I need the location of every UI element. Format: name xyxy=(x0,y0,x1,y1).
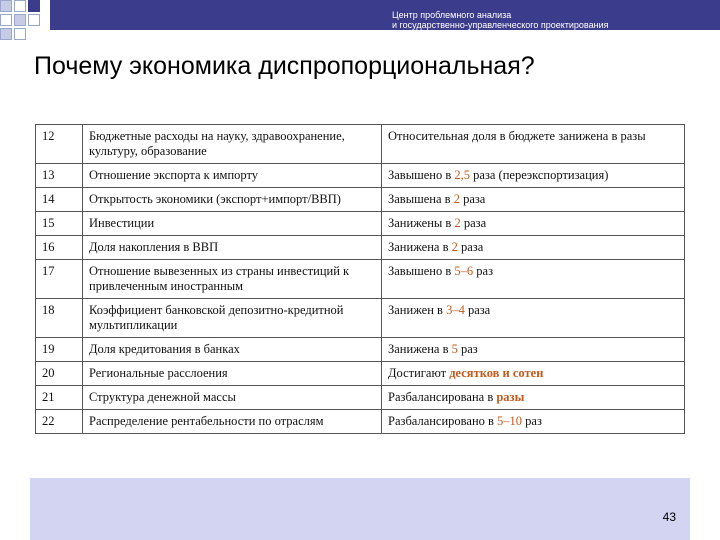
deviation-status xyxy=(382,260,685,299)
deviation-status xyxy=(382,338,685,362)
table-row xyxy=(36,188,685,212)
row-number: 18 xyxy=(36,299,83,338)
deviation-status xyxy=(382,362,685,386)
header-bar xyxy=(50,0,720,30)
indicator-name: Отношение вывезенных из страны инвестиций к привлеченным иностранным xyxy=(83,260,382,299)
deviation-status xyxy=(382,212,685,236)
table-row xyxy=(36,338,685,362)
status-text: Занижен в xyxy=(388,303,447,317)
deviation-status xyxy=(382,164,685,188)
table-row xyxy=(36,362,685,386)
deviation-status xyxy=(382,299,685,338)
status-value: разы xyxy=(496,390,525,404)
status-text: Занижены в xyxy=(388,216,455,230)
status-text: Достигают xyxy=(388,366,450,380)
deviation-status xyxy=(382,386,685,410)
status-value: 2 xyxy=(453,192,460,206)
status-value: 5–6 xyxy=(454,264,474,278)
status-text: Завышена в xyxy=(388,192,454,206)
status-text: Разбалансирована в xyxy=(388,390,497,404)
indicator-name: Бюджетные расходы на науку, здравоохранение, культуру, образование xyxy=(83,125,382,164)
header-organization xyxy=(392,10,609,30)
row-number: 12 xyxy=(36,125,83,164)
indicator-name: Отношение экспорта к импорту xyxy=(83,164,382,188)
indicator-name: Доля кредитования в банках xyxy=(83,338,382,362)
row-number: 16 xyxy=(36,236,83,260)
indicator-name: Открытость экономики (экспорт+импорт/ВВП) xyxy=(83,188,382,212)
row-number: 22 xyxy=(36,410,83,434)
indicator-name: Инвестиции xyxy=(83,212,382,236)
table-row xyxy=(36,299,685,338)
imbalance-table xyxy=(35,124,685,434)
page-number: 43 xyxy=(662,510,676,524)
deviation-status xyxy=(382,236,685,260)
status-value: 5 xyxy=(451,342,458,356)
status-text: Разбалансировано в xyxy=(388,414,498,428)
indicator-name: Коэффициент банковской депозитно-кредитной мультипликации xyxy=(83,299,382,338)
indicator-name: Региональные расслоения xyxy=(83,362,382,386)
deviation-status xyxy=(382,410,685,434)
status-suffix: раза xyxy=(457,240,484,254)
footer-bar xyxy=(30,478,690,540)
status-value: 2,5 xyxy=(454,168,471,182)
status-suffix: раза xyxy=(459,192,486,206)
deviation-status: Относительная доля в бюджете занижена в разы xyxy=(382,125,685,164)
indicator-name: Распределение рентабельности по отраслям xyxy=(83,410,382,434)
deviation-status xyxy=(382,188,685,212)
table-row xyxy=(36,125,685,164)
status-suffix: раза xyxy=(460,216,487,230)
status-value: 5–10 xyxy=(497,414,523,428)
table-row xyxy=(36,212,685,236)
status-suffix: раза (переэкспортизация) xyxy=(470,168,609,182)
row-number: 13 xyxy=(36,164,83,188)
row-number: 15 xyxy=(36,212,83,236)
status-suffix: раз xyxy=(473,264,494,278)
header-line-1: Центр проблемного анализа xyxy=(392,10,512,20)
status-suffix: раз xyxy=(522,414,542,428)
table-row xyxy=(36,164,685,188)
table-row xyxy=(36,410,685,434)
status-text: Занижена в xyxy=(388,240,452,254)
status-value: 2 xyxy=(451,240,458,254)
status-text: Завышено в xyxy=(388,264,455,278)
table-row xyxy=(36,386,685,410)
status-suffix: раза xyxy=(464,303,491,317)
row-number: 17 xyxy=(36,260,83,299)
indicator-name: Доля накопления в ВВП xyxy=(83,236,382,260)
row-number: 21 xyxy=(36,386,83,410)
status-value: 2 xyxy=(454,216,461,230)
status-suffix: раз xyxy=(457,342,478,356)
status-value: десятков и сотен xyxy=(449,366,544,380)
table-row xyxy=(36,260,685,299)
indicator-name: Структура денежной массы xyxy=(83,386,382,410)
status-value: 3–4 xyxy=(446,303,465,317)
table-row xyxy=(36,236,685,260)
status-text: Занижена в xyxy=(388,342,452,356)
row-number: 20 xyxy=(36,362,83,386)
page-title: Почему экономика диспропорциональная? xyxy=(34,52,535,80)
header-line-2: и государственно-управленческого проектирования xyxy=(392,20,609,30)
status-text: Завышено в xyxy=(388,168,455,182)
row-number: 14 xyxy=(36,188,83,212)
row-number: 19 xyxy=(36,338,83,362)
